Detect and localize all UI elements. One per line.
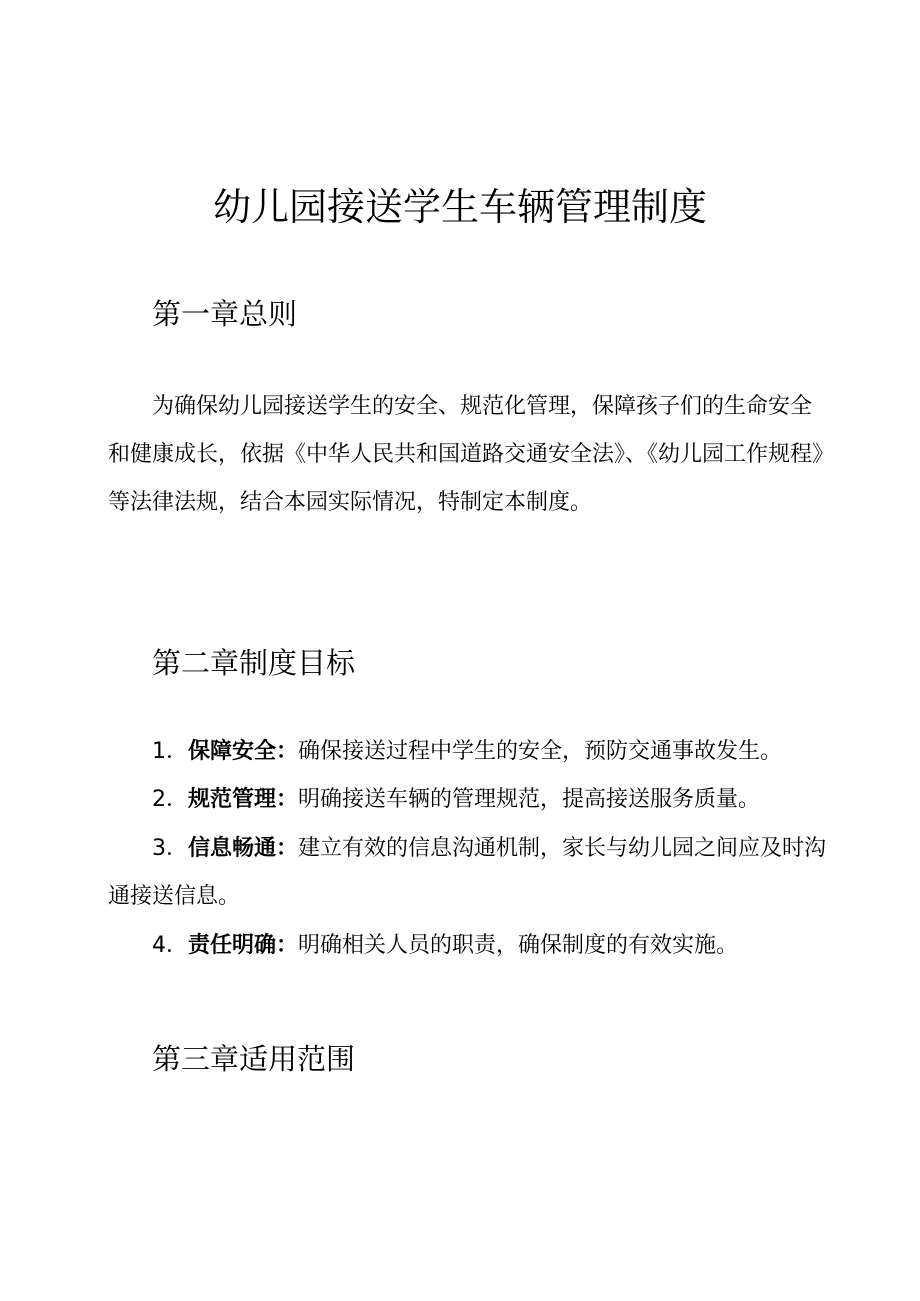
goal-item-1 [108, 728, 828, 776]
chapter-2-heading: 第二章制度目标 [152, 646, 356, 680]
goal-item-lead: 保障安全： [188, 739, 299, 764]
goal-item-separator: ． [166, 933, 189, 958]
chapter-3-heading: 第三章适用范围 [152, 1042, 356, 1076]
goal-item-lead: 规范管理： [188, 787, 299, 812]
goal-item-number: 3 [152, 836, 166, 861]
goal-item-text: 确保接送过程中学生的安全，预防交通事故发生。 [298, 739, 783, 764]
goal-item-number: 1 [152, 739, 166, 764]
goal-item-text: 明确接送车辆的管理规范，提高接送服务质量。 [298, 787, 761, 812]
chapter-1-paragraph [108, 383, 828, 527]
goal-item-separator: ． [166, 739, 189, 764]
chapter-1-paragraph-text: 为确保幼儿园接送学生的安全、规范化管理，保障孩子们的生命安全和健康成长，依据《中华人民共和国道路交通安全法》、《幼儿园工作规程》等法律法规，结合本园实际情况，特制定本制度。 [108, 394, 824, 515]
goal-item-4 [108, 922, 828, 970]
goal-item-lead: 责任明确： [188, 933, 299, 958]
document-title: 幼儿园接送学生车辆管理制度 [212, 185, 707, 229]
chapter-1-heading: 第一章总则 [152, 297, 298, 331]
goal-item-separator: ． [166, 836, 189, 861]
goal-item-number: 4 [152, 933, 166, 958]
goal-item-2 [108, 776, 828, 824]
goal-item-number: 2 [152, 787, 166, 812]
goal-item-text: 建立有效的信息沟通机制，家长与幼儿园之间应及时沟通接送信息。 [108, 836, 827, 909]
goal-item-separator: ． [166, 787, 189, 812]
goal-item-text: 明确相关人员的职责，确保制度的有效实施。 [298, 933, 739, 958]
goal-item-lead: 信息畅通： [188, 836, 299, 861]
goal-item-3 [108, 825, 828, 921]
